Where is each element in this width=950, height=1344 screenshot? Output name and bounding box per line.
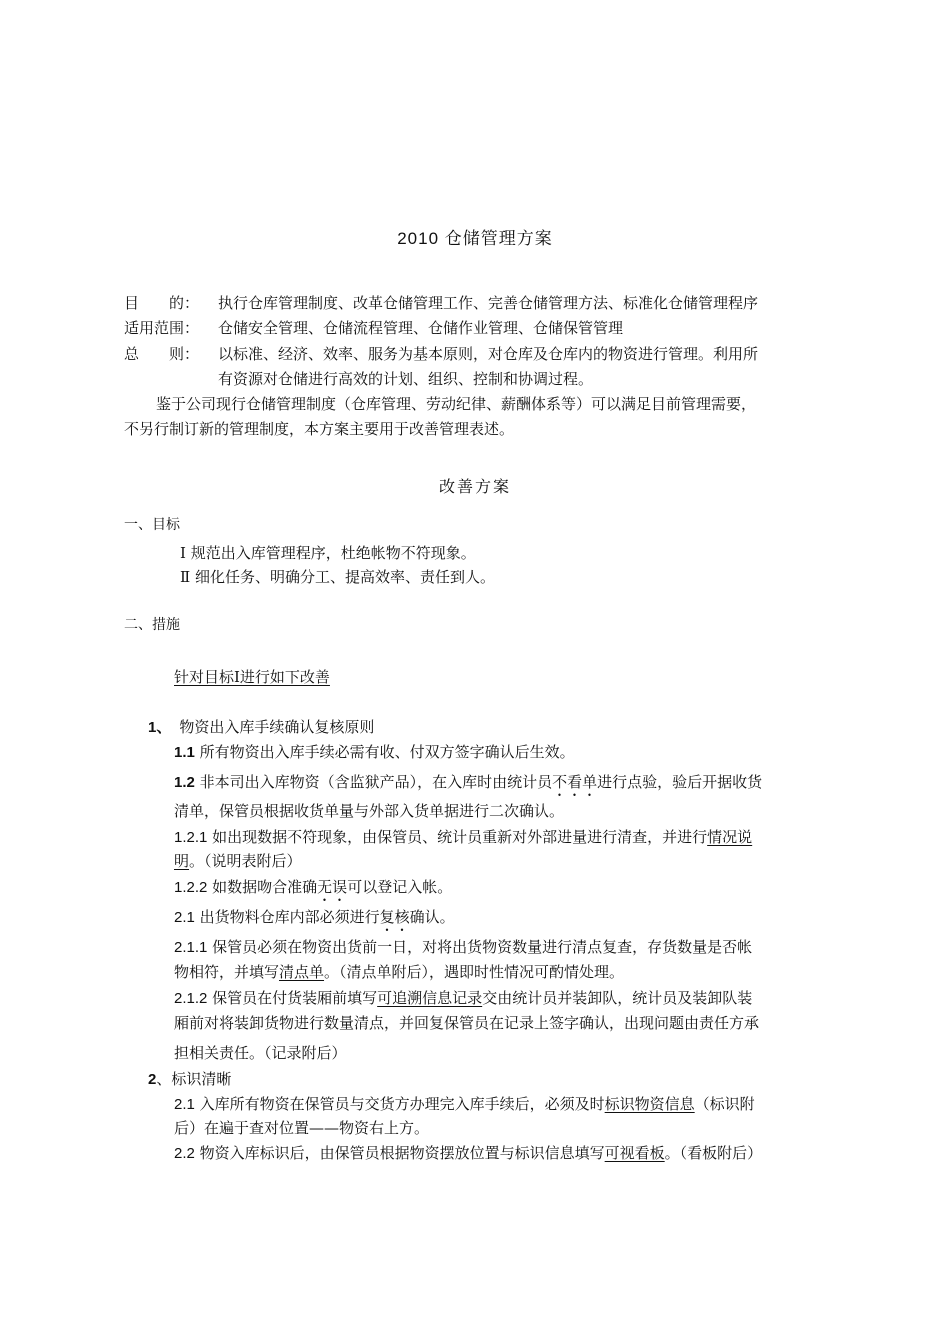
intro-line-2: 不另行制订新的管理制度，本方案主要用于改善管理表述。 [124,420,515,438]
para-1-2-text-a: 非本司出入库物资（含监狱产品），在入库时由统计员 [199,773,553,791]
section-title: 改善方案 [438,477,511,496]
para-2-1-1 [174,934,752,961]
para-1-1-text: 所有物资出入库手续必需有收、付双方签字确认后生效。 [199,743,575,761]
goal-2: Ⅱ 细化任务、明确分工、提高效率、责任到人。 [180,568,495,586]
intro-line-1: 鉴于公司现行仓储管理制度（仓库管理、劳动纪律、薪酬体系等）可以满足目前管理需要， [156,395,757,413]
para-2b-2 [174,1140,762,1167]
scope-row [124,315,623,341]
purpose-text: 执行仓库管理制度、改革仓储管理工作、完善仓储管理方法、标准化仓储管理程序 [218,294,759,312]
para-1-2-2-emphasis: 无误 [317,878,348,896]
target-heading-text: 针对目标Ⅰ进行如下改善 [174,668,330,686]
para-2-1-1-text-a: 物相符，并填写 [174,963,280,981]
purpose-row [124,290,758,316]
item-1-number: 1、 [148,719,172,736]
para-2-1 [174,904,455,935]
purpose-label: 目 的： [124,294,200,312]
para-2-1-2 [174,985,752,1012]
item-2-heading [148,1066,231,1093]
general-label: 总 则： [124,345,200,363]
item-1-heading [148,714,374,741]
para-1-2-emphasis: 不看单 [552,773,598,791]
para-2-1-1-line-1: 保管员必须在物资出货前一日，对将出货物资数量进行清点复查，存货数量是否帐 [212,938,753,956]
goals-label: 一、目标 [124,517,180,533]
target-heading [174,664,330,690]
measures-label: 二、措施 [124,617,180,633]
para-1-2-2-number: 1.2.2 [174,879,208,896]
para-1-2-1-text-a: 如出现数据不符现象，由保管员、统计员重新对外部进量进行清查，并进行 [212,828,708,846]
para-1-2-1-link: 情况说 [707,828,753,846]
para-2b-1-text-b: （标识附 [694,1095,755,1113]
para-2-1-2-line-3: 担相关责任。（记录附后） [174,1044,347,1062]
para-1-2-1-number: 1.2.1 [174,829,208,846]
document-title: 2010 仓储管理方案 [397,229,553,248]
para-2b-1-text-a: 入库所有物资在保管员与交货方办理完入库手续后，必须及时 [199,1095,605,1113]
para-2-1-2-text-a: 保管员在付货装厢前填写 [212,989,378,1007]
para-1-2-number: 1.2 [174,774,195,791]
para-1-2-1-text-b: 。（说明表附后） [189,852,302,870]
para-2-1-1-number: 2.1.1 [174,939,208,956]
item-1-title: 物资出入库手续确认复核原则 [179,718,375,736]
para-2b-2-link: 可视看板 [604,1144,665,1162]
para-1-2-1-link-end: 明 [174,852,190,870]
para-2b-2-text-a: 物资入库标识后，由保管员根据物资摆放位置与标识信息填写 [199,1144,605,1162]
para-1-2-line-2: 清单，保管员根据收货单量与外部入货单据进行二次确认。 [174,802,565,820]
general-row [124,341,758,367]
para-2b-1-number: 2.1 [174,1096,195,1113]
para-1-2-1-line-2 [174,848,302,874]
para-2-1-text-b: 确认。 [409,908,455,926]
para-2b-1 [174,1091,755,1118]
para-1-2-2 [174,874,452,905]
para-2-1-emphasis: 复核 [379,908,410,926]
para-1-2-text-b: 进行点验，验后开据收货 [597,773,763,791]
scope-label: 适用范围： [124,319,200,337]
para-1-2 [174,769,762,800]
para-2-1-1-text-b: 。（清点单附后），遇即时性情况可酌情处理。 [324,963,625,981]
general-text-2: 有资源对仓储进行高效的计划、组织、控制和协调过程。 [218,370,594,388]
para-1-1-number: 1.1 [174,744,195,761]
para-1-2-2-text-a: 如数据吻合准确 [212,878,318,896]
goal-1: Ⅰ 规范出入库管理程序，杜绝帐物不符现象。 [180,544,476,562]
para-2-1-1-link: 清点单 [279,963,325,981]
scope-text: 仓储安全管理、仓储流程管理、仓储作业管理、仓储保管管理 [218,319,624,337]
para-2-1-text-a: 出货物料仓库内部必须进行 [199,908,380,926]
para-1-2-2-text-b: 可以登记入帐。 [347,878,453,896]
para-2-1-2-number: 2.1.2 [174,990,208,1007]
para-1-2-1 [174,824,752,851]
para-2-1-2-text-b: 交由统计员并装卸队，统计员及装卸队装 [482,989,753,1007]
para-2b-2-text-b: 。（看板附后） [664,1144,763,1162]
para-1-1 [174,739,575,766]
para-2-1-number: 2.1 [174,909,195,926]
general-text-1: 以标准、经济、效率、服务为基本原则，对仓库及仓库内的物资进行管理。利用所 [218,345,759,363]
para-2-1-2-line-2: 厢前对将装卸货物进行数量清点，并回复保管员在记录上签字确认，出现问题由责任方承 [174,1014,760,1032]
para-2-1-2-link: 可追溯信息记录 [377,989,483,1007]
para-2b-1-link: 标识物资信息 [604,1095,695,1113]
para-2-1-1-line-2 [174,959,624,985]
para-2b-1-line-2: 后）在遍于查对位置——物资右上方。 [174,1119,430,1137]
item-2-title: 、标识清晰 [156,1070,232,1088]
item-2-number: 2 [148,1071,157,1088]
para-2b-2-number: 2.2 [174,1145,195,1162]
